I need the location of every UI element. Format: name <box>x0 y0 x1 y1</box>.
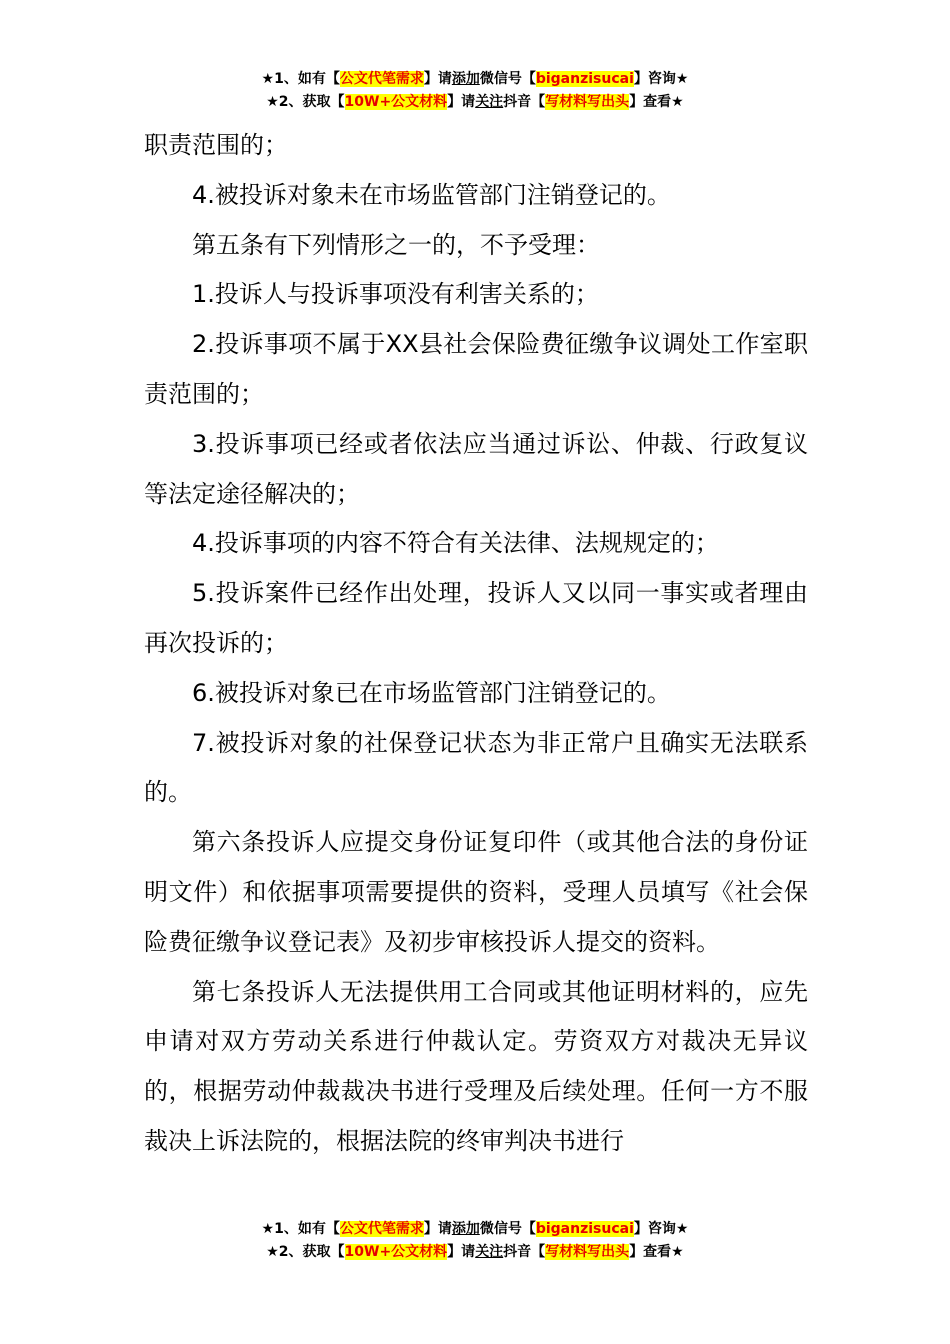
banner-highlight: 10W+公文材料 <box>344 94 448 110</box>
banner-text: 】查看★ <box>629 1244 684 1260</box>
banner-highlight: 10W+公文材料 <box>344 1244 448 1260</box>
paragraph: 3.投诉事项已经或者依法应当通过诉讼、仲裁、行政复议等法定途径解决的； <box>144 429 808 508</box>
banner-highlight: 公文代笔需求 <box>339 1221 424 1237</box>
banner-text: 】请 <box>423 71 452 87</box>
paragraph: 2.投诉事项不属于XX县社会保险费征缴争议调处工作室职责范围的； <box>144 330 808 408</box>
paragraph: 6.被投诉对象已在市场监管部门注销登记的。 <box>192 678 671 707</box>
banner-line-1 <box>0 1218 950 1241</box>
banner-text: 】请 <box>423 1221 452 1237</box>
banner-emphasis: 关注 <box>475 1244 504 1260</box>
banner-highlight: 写材料写出头 <box>545 1244 630 1260</box>
banner-text: ★2、获取【 <box>266 94 345 110</box>
banner-text: 】查看★ <box>629 94 684 110</box>
banner-text: 抖音【 <box>503 94 546 110</box>
paragraph: 职责范围的； <box>144 131 288 159</box>
banner-text: 】请 <box>447 94 476 110</box>
banner-text: 微信号【 <box>479 71 536 87</box>
paragraph: 7.被投诉对象的社保登记状态为非正常户且确实无法联系的。 <box>144 728 808 807</box>
paragraph: 第六条投诉人应提交身份证复印件（或其他合法的身份证明文件）和依据事项需要提供的资料，受理人员填写《社会保险费征缴争议登记表》及初步审核投诉人提交的资料。 <box>144 828 808 956</box>
banner-emphasis: 添加 <box>451 71 480 87</box>
paragraph: 第七条投诉人无法提供用工合同或其他证明材料的，应先申请对双方劳动关系进行仲裁认定。劳资双方对裁决无异议的，根据劳动仲裁裁决书进行受理及后续处理。任何一方不服裁决上诉法院的，根据法院的终审判决书进行 <box>144 977 808 1155</box>
banner-highlight: 写材料写出头 <box>545 94 630 110</box>
banner-line-2 <box>0 91 950 114</box>
banner-text: 微信号【 <box>479 1221 536 1237</box>
banner-text: ★1、如有【 <box>261 71 340 87</box>
footer-banner <box>0 1218 950 1264</box>
header-banner <box>0 68 950 114</box>
paragraph: 1.投诉人与投诉事项没有利害关系的； <box>192 280 599 309</box>
banner-text: 】咨询★ <box>633 1221 689 1237</box>
banner-text: 】请 <box>447 1244 476 1260</box>
document-body <box>144 121 808 1167</box>
banner-highlight: biganzisucai <box>535 1221 634 1237</box>
paragraph: 5.投诉案件已经作出处理，投诉人又以同一事实或者理由再次投诉的； <box>144 579 808 657</box>
banner-text: 】咨询★ <box>633 71 689 87</box>
banner-text: ★1、如有【 <box>261 1221 340 1237</box>
banner-line-2 <box>0 1241 950 1264</box>
paragraph: 第五条有下列情形之一的，不予受理： <box>192 230 600 259</box>
banner-highlight: biganzisucai <box>535 71 634 87</box>
banner-text: 抖音【 <box>503 1244 546 1260</box>
banner-emphasis: 关注 <box>475 94 504 110</box>
banner-emphasis: 添加 <box>451 1221 480 1237</box>
banner-text: ★2、获取【 <box>266 1244 345 1260</box>
banner-line-1 <box>0 68 950 91</box>
banner-highlight: 公文代笔需求 <box>339 71 424 87</box>
paragraph: 4.投诉事项的内容不符合有关法律、法规规定的； <box>192 529 719 558</box>
paragraph: 4.被投诉对象未在市场监管部门注销登记的。 <box>192 180 671 209</box>
